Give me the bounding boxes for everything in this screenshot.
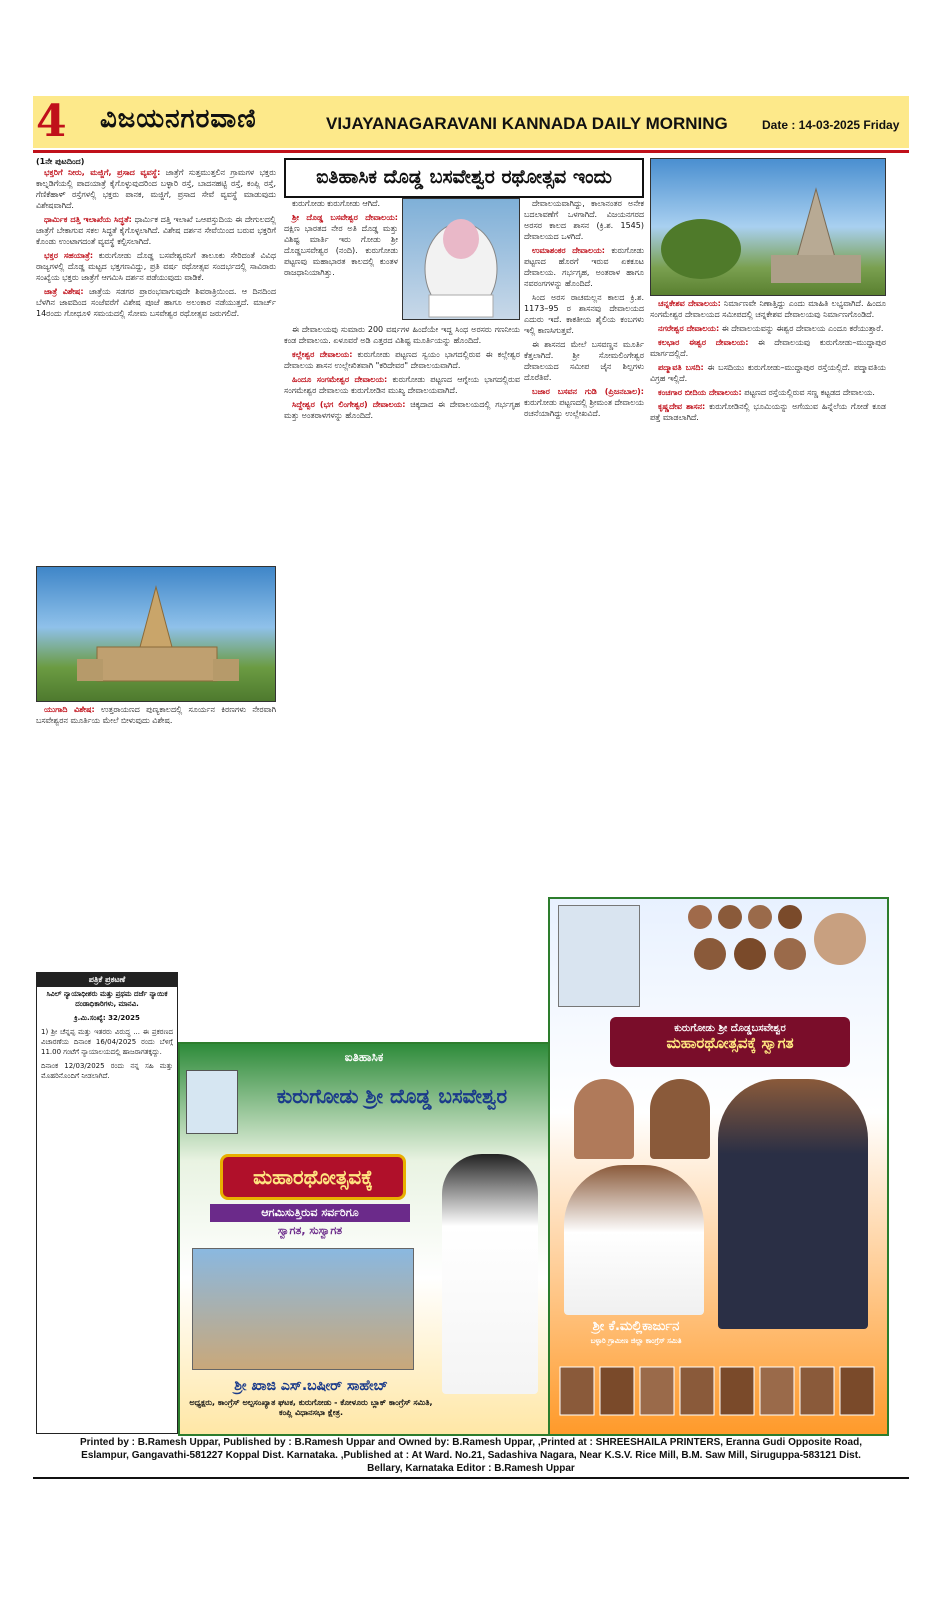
paragraph: ಕುರುಗೋಡು ಪಟ್ಟಣದ ಸ್ವಯಂ ಭಾಗದಲ್ಲಿರುವ ಈ ಕಲ್ಲೇಶ್ವರ ದೇವಾಲಯ ಶಾಸನ ಉಲ್ಲೇಖಿತವಾಗಿ "ಕರಿದೇವರ" ದೇವಾಲಯವಾಗಿದೆ.	[284, 350, 520, 370]
print-line-2: Eslampur, Gangavathi-581227 Koppal Dist. Karnataka. ,Published at : At Ward. No.21, Sadashiva Nagara, Near K.S.V. Rice Mill, B.M. Saw Mill, Siruguppa-583121 Dist.	[81, 1450, 861, 1461]
temple-photo	[36, 566, 276, 702]
subhead-sangameshwara: ಹಿಂದೂ ಸಂಗಮೇಶ್ವರ ದೇವಾಲಯ:	[292, 375, 388, 384]
supporter-photo	[640, 1367, 674, 1415]
subhead-nagareshwara: ನಗರೇಶ್ವರ ದೇವಾಲಯ:	[658, 324, 720, 333]
notice-body: 1) ಶ್ರೀ ಚೆನ್ನಪ್ಪ ಮತ್ತು ಇತರರು ವಿರುದ್ಧ ... ಈ ಪ್ರಕರಣದ ವಿಚಾರಣೆಯ ದಿನಾಂಕ 16/04/2025 ರಂದು ಬೆಳಿಗ್ಗೆ 11.00 ಗಂಟೆಗೆ ನ್ಯಾಯಾಲಯದಲ್ಲಿ ಹಾಜರಾಗತಕ್ಕದ್ದು.	[41, 1028, 173, 1056]
notice-case-number: ಕ್ರಿ.ಮಿ.ಸಂಖ್ಯೆ: 32/2025	[74, 1014, 140, 1022]
paragraph: ಕುರುಗೋಡು ದೊಡ್ಡ ಬಸವೇಶ್ವರನಿಗೆ ತಾಲೂಕು ಸೇರಿದಂತೆ ವಿವಿಧ ರಾಜ್ಯಗಳಲ್ಲಿ ದೊಡ್ಡ ಮಟ್ಟದ ಭಕ್ತಗಣವಿದ್ದು, ಪ್ರತಿ ವರ್ಷ ರಥೋತ್ಸವ ಸಂದರ್ಭದಲ್ಲಿ ಸಾವಿರಾರು ಸಂಖ್ಯೆಯ ಭಕ್ತರು ಜಾತ್ರೆಗೆ ಆಗಮಿಸಿ ದರ್ಶನ ಪಡೆಯುವುದು ವಾಡಿಕೆ.	[36, 251, 276, 282]
ad-tag: ಐತಿಹಾಸಿಕ	[344, 1050, 384, 1064]
leader-photo	[650, 1079, 710, 1159]
print-line-3: Bellary, Karnataka Editor : B.Ramesh Uppar	[367, 1463, 575, 1474]
leader-photo	[814, 913, 866, 965]
ad2-person-name: ಶ್ರೀ ಕೆ.ಮಲ್ಲಿಕಾರ್ಜುನ	[592, 1319, 680, 1334]
ad-sub1: ಆಗಮಿಸುತ್ತಿರುವ ಸರ್ವರಿಗೂ	[210, 1204, 410, 1222]
subhead-basaveshwara-temple: ಶ್ರೀ ದೊಡ್ಡ ಬಸವೇಶ್ವರ ದೇವಾಲಯ:	[292, 213, 398, 222]
ad-person-figure	[442, 1154, 538, 1394]
subhead-kalleshwara: ಕಲ್ಲೇಶ್ವರ ದೇವಾಲಯ:	[292, 350, 353, 359]
subhead-fair-special: ಜಾತ್ರೆ ವಿಶೇಷ:	[44, 287, 84, 296]
leader-photo	[734, 938, 766, 970]
paragraph: ಕುರುಗೋಡು ಕುರುಗೋಡು ಆಗಿದೆ.	[292, 199, 381, 208]
paragraph: ಈ ಶಾಸನದ ಮೇಲೆ ಬಸವಣ್ಣನ ಮೂರ್ತಿ ಕೆತ್ತಲಾಗಿದೆ. ಶ್ರೀ ಸೋಮಲಿಂಗೇಶ್ವರ ದೇವಾಲಯದ ಸಮೀಪ ಜೈನ ಶಿಲ್ಪಗಳು ದೊರೆತಿವೆ.	[524, 340, 644, 382]
nandi-illustration	[403, 199, 519, 319]
ad2-title-line1: ಕುರುಗೋಡು ಶ್ರೀ ದೊಡ್ಡಬಸವೇಶ್ವರ	[674, 1023, 786, 1034]
paragraph: ಕುರುಗೋಡು ಪಟ್ಟಣದಲ್ಲಿ ಶ್ರೀಮಂತ ದೇವಾಲಯ ರಚನೆಯಾಗಿದ್ದು ಉಲ್ಲೇಖವಿದೆ.	[524, 398, 644, 418]
paragraph: ಚಿಕ್ಕದಾದ ಈ ದೇವಾಲಯದಲ್ಲಿ ಗರ್ಭಗೃಹ ಮತ್ತು ಅಂತರಾಳಗಳನ್ನು ಹೊಂದಿದೆ.	[284, 400, 520, 420]
masthead-rule	[33, 150, 909, 153]
continued-label: (1ನೇ ಪುಟದಿಂದ)	[36, 157, 85, 166]
leader-photo	[778, 905, 802, 929]
article-column-4	[650, 298, 886, 892]
masthead-date: Date : 14-03-2025 Friday	[762, 118, 900, 132]
supporter-photo	[720, 1367, 754, 1415]
ad-sub2: ಸ್ವಾಗತ, ಸುಸ್ವಾಗತ	[277, 1224, 343, 1237]
paragraph: ನಿರ್ಮಾಣವೇ ನಿಣಾತ್ತಿದ್ದು ಎಂದು ಮಾಹಿತಿ ಲಭ್ಯವಾಗಿದೆ. ಹಿಂದೂ ಸಂಗಮೇಶ್ವರ ದೇವಾಲಯದ ಸಮೀಪದಲ್ಲಿ ಚನ್ನಕೇಶವ ದೇವಾಲಯವು ನಿರ್ಮಾಣಗೊಂಡಿದೆ.	[650, 299, 886, 319]
nandi-idol-photo	[402, 198, 520, 320]
subhead-kanchagara: ಕಂಚಗಾರ ಬೀದಿಯ ದೇವಾಲಯ:	[658, 388, 742, 397]
paragraph: ಈ ದೇವಾಲಯವು ಸುಮಾರು 200 ವರ್ಷಗಳ ಹಿಂದೆಯೇ ಇದ್ದ ಸಿಂಧ ಅರಸರು ಗಣನೀಯ ಕಂಡ ದೇವಾಲಯ. ಏಳೂವರೆ ಅಡಿ ಎತ್ತರದ ವಿಶಿಷ್ಟ ಮೂರ್ತಿಯನ್ನು ಹೊಂದಿದೆ.	[284, 325, 520, 345]
supporter-photo	[840, 1367, 874, 1415]
paragraph: ಸಿಂದ ಅರಸ ರಾಚಮಲ್ಲನ ಕಾಲದ ಕ್ರಿ.ಶ. 1173–95 ರ ಶಾಸನವು ದೇವಾಲಯದ ಎದುರು ಇದೆ. ಕಾಕತೀಯ ಶೈಲಿಯ ಕಂಬಗಳು ಇಲ್ಲಿ ಕಾಣಸಿಗುತ್ತವೆ.	[524, 293, 644, 335]
leader-photo	[774, 938, 806, 970]
ad2-person-figure-left	[564, 1165, 704, 1315]
subhead-umashankara: ಉಮಾಶಂಕರ ದೇವಾಲಯ:	[532, 246, 605, 255]
page-number: 4	[36, 96, 67, 147]
advertisement-basheer	[178, 1042, 550, 1436]
legal-notice	[36, 972, 178, 1434]
notice-date-line: ದಿನಾಂಕ 12/03/2025 ರಂದು ನನ್ನ ಸಹಿ ಮತ್ತು ಮೊಹರಿನೊಂದಿಗೆ ನೀಡಲಾಗಿದೆ.	[41, 1062, 173, 1080]
paragraph: ಕುರುಗೋಡಿನಲ್ಲಿ ಭೂಮಿಯನ್ನು ಅಗೆಯುವ ಹಿನ್ನೆಲೆಯ ಗೋಡೆ ಕೂಡ ಪತ್ತೆ ಮಾಡಲಾಗಿದೆ.	[650, 402, 886, 422]
ad2-person-figure-main	[718, 1079, 868, 1329]
paragraph: ಜಾತ್ರೆಯ ಸಡಗರ ಪ್ರಾರಂಭವಾಗುವುದೇ ಶಿವರಾತ್ರಿಯಿಂದ. ಆ ದಿನದಿಂದ ಬೆಳಗಿನ ಜಾವದಿಂದ ಸಂಜೆವರೆಗೆ ವಿಶೇಷ ಪೂಜೆ ಹಾಗೂ ಅಲಂಕಾರ ನಡೆಯುತ್ತದೆ. ಮಾರ್ಚ್ 14ರಂದು ಗೋಧೂಳಿ ಸಮಯದಲ್ಲಿ ಸೋಮ ಬಸವೇಶ್ವರ ರಥೋತ್ಸವ ಜರುಗಲಿದೆ.	[36, 287, 276, 318]
paragraph: ಕುರುಗೋಡು ಪಟ್ಟಣದ ಹೊರಗೆ ಇರುವ ಏಕಕೂಟ ದೇವಾಲಯ. ಗರ್ಭಗೃಹ, ಅಂತರಾಳ ಹಾಗೂ ನವರಂಗಗಳನ್ನು ಹೊಂದಿದೆ.	[524, 246, 644, 288]
ad-person-role: ಅಧ್ಯಕ್ಷರು, ಕಾಂಗ್ರೆಸ್ ಅಲ್ಪಸಂಖ್ಯಾತ ಘಟಕ, ಕುರುಗೋಡು - ಕೋಳೂರು ಬ್ಲಾಕ್ ಕಾಂಗ್ರೆಸ್ ಸಮಿತಿ, ಕಂಪ್ಲಿ ವಿಧಾನಸಭಾ ಕ್ಷೇತ್ರ.	[189, 1398, 433, 1417]
paragraph: ಧಾರ್ಮಿಕ ದತ್ತಿ ಇಲಾಖೆ ಒಆಪಸ್ತುದಿಯ ಈ ದೇಗುಲದಲ್ಲಿ ಜಾತ್ರೆಗೆ ಬೇಕಾಗುವ ಸಕಲ ಸಿದ್ಧತೆ ಕೈಗೊಳ್ಳಲಾಗಿದೆ. ವಿಶೇಷ ದರ್ಶನ ಸೇವೆಯಿಂದ ಬರುವ ಭಕ್ತರಿಗೆ ಕೊಂಡು ಉಂಟಾಗದಂತೆ ವ್ಯವಸ್ಥೆ ಕಲ್ಪಿಸಲಾಗಿದೆ.	[36, 215, 276, 246]
article-column-2-top	[284, 198, 398, 322]
ad-nandi-thumbnail	[186, 1070, 238, 1134]
supporter-photo	[680, 1367, 714, 1415]
subhead-siddeshwara: ಸಿದ್ದೇಶ್ವರ (ಭಗ ಲಿಂಗೇಶ್ವರ) ದೇವಾಲಯ:	[292, 400, 406, 409]
ad2-person-role: ಬಳ್ಳಾರಿ ಗ್ರಾಮೀಣ ಜಿಲ್ಲಾ ಕಾಂಗ್ರೆಸ್ ಸಮಿತಿ	[590, 1337, 682, 1345]
paragraph: ಪಟ್ಟಣದ ರಸ್ತೆಯಲ್ಲಿರುವ ಸಣ್ಣ ಕಟ್ಟಡದ ದೇವಾಲಯ.	[744, 388, 875, 397]
subhead-refreshments: ಭಕ್ತರಿಗೆ ನೀರು, ಮಜ್ಜಿಗೆ, ಪ್ರಸಾದ ವ್ಯವಸ್ಥೆ:	[44, 168, 161, 177]
article-column-1	[36, 156, 276, 562]
temple-tower-illustration	[651, 159, 885, 295]
footer-rule	[33, 1477, 909, 1479]
supporter-photo	[600, 1367, 634, 1415]
leader-photo	[694, 938, 726, 970]
supporter-photo	[760, 1367, 794, 1415]
subhead-ugadi: ಯುಗಾದಿ ವಿಶೇಷ:	[44, 705, 95, 714]
masthead-title-kannada: ವಿಜಯನಗರವಾಣಿ	[100, 104, 257, 134]
notice-header: ಪತ್ರಿಕೆ ಪ್ರಕಟಣೆ	[37, 973, 177, 987]
leader-photo	[688, 905, 712, 929]
subhead-channakeshava: ಚನ್ನಕೇಶವ ದೇವಾಲಯ:	[658, 299, 721, 308]
ad2-supporter-row	[550, 1361, 887, 1431]
temple-tower-photo	[650, 158, 886, 296]
ad-person-name: ಶ್ರೀ ಖಾಜಿ ಎಸ್.ಬಷೀರ್ ಸಾಹೇಬ್	[234, 1378, 388, 1394]
subhead-kalabhara: ಕಲಭಾರ ಈಶ್ವರ ದೇವಾಲಯ:	[658, 338, 749, 347]
advertisement-mallikarjuna	[548, 897, 889, 1436]
ad2-title-box	[610, 1017, 850, 1067]
paragraph: ಉತ್ತರಾಯಣದ ಪುಣ್ಯಕಾಲದಲ್ಲಿ ಸೂರ್ಯನ ಕಿರಣಗಳು ನೇರವಾಗಿ ಬಸವೇಶ್ವರನ ಮೂರ್ತಿಯ ಮೇಲೆ ಬೀಳುವುದು ವಿಶೇಷ.	[36, 705, 276, 725]
subhead-religious-dept: ಧಾರ್ಮಿಕ ದತ್ತಿ ಇಲಾಖೆಯ ಸಿದ್ಧತೆ:	[44, 215, 132, 224]
ad2-title-line2: ಮಹಾರಥೋತ್ಸವಕ್ಕೆ ಸ್ವಾಗತ	[666, 1034, 794, 1052]
print-line-1: Printed by : B.Ramesh Uppar, Published by : B.Ramesh Uppar and Owned by: B.Ramesh Uppar, ,Printed at : SHREESHAILA PRINTERS, Eranna Gudi Opposite Road,	[80, 1437, 862, 1448]
print-line	[33, 1436, 909, 1475]
leader-photo	[718, 905, 742, 929]
paragraph: ಕುರುಗೋಡು ಪಟ್ಟಣದ ಆಗ್ನೇಯ ಭಾಗದಲ್ಲಿರುವ ಸಂಗಮೇಶ್ವರ ದೇವಾಲಯ ಕುರುಗೋಡಿನ ಮುಖ್ಯ ದೇವಾಲಯವಾಗಿದೆ.	[284, 375, 520, 395]
ad2-nandi-photo	[558, 905, 640, 1007]
leader-photo	[748, 905, 772, 929]
subhead-devotees: ಭಕ್ತರ ಸಹಯಾತ್ರೆ:	[44, 251, 94, 260]
supporter-photo	[560, 1367, 594, 1415]
leader-photo	[574, 1079, 634, 1159]
notice-court: ಸಿವಿಲ್ ನ್ಯಾಯಾಧೀಶರು ಮತ್ತು ಪ್ರಥಮ ದರ್ಜೆ ನ್ಯಾಯಿಕ ದಂಡಾಧಿಕಾರಿಗಳು, ಮಾನವಿ.	[46, 990, 168, 1008]
subhead-krishnadeva: ಕೃಷ್ಣದೇವ ಶಾಸನ:	[658, 402, 706, 411]
paragraph: ಈ ದೇವಾಲಯವನ್ನು ಈಶ್ವರ ದೇವಾಲಯ ಎಂದೂ ಕರೆಯುತ್ತಾರೆ.	[721, 324, 884, 333]
ad-banner: ಮಹಾರಥೋತ್ಸವಕ್ಕೆ	[220, 1154, 406, 1200]
subhead-padmavati: ಪದ್ಮಾವತಿ ಬಸದಿ:	[658, 363, 704, 372]
masthead-title-english: VIJAYANAGARAVANI KANNADA DAILY MORNING	[326, 114, 728, 133]
paragraph: ಈ ಬಸದಿಯು ಕುರುಗೋಡು–ಮುದ್ದಾಪುರ ರಸ್ತೆಯಲ್ಲಿದೆ. ಪದ್ಮಾವತಿಯ ವಿಗ್ರಹ ಇಲ್ಲಿದೆ.	[650, 363, 886, 383]
paragraph: ಜಾತ್ರೆಗೆ ಸುತ್ತಮುತ್ತಲಿನ ಗ್ರಾಮಗಳ ಭಕ್ತರು ಕಾಲ್ನಡಿಗೆಯಲ್ಲಿ ಪಾದಯಾತ್ರೆ ಕೈಗೊಳ್ಳುವುದರಿಂದ ಬಳ್ಳಾರಿ ರಸ್ತೆ, ಬಾದನಹಟ್ಟಿ ರಸ್ತೆ, ಕಂಪ್ಲಿ ರಸ್ತೆ, ಗೆಣಿಕೆಹಾಳ್ ರಸ್ತೆಗಳಲ್ಲಿ ಭಕ್ತರು ಪಾನಕ, ಮಜ್ಜಿಗೆ, ಪ್ರಸಾದ ಸೇವೆ ವ್ಯವಸ್ಥೆ ಮಾಡುವುದು ವಿಶೇಷವಾಗಿದೆ.	[36, 168, 276, 210]
supporter-photo	[800, 1367, 834, 1415]
article-headline: ಐತಿಹಾಸಿಕ ದೊಡ್ಡ ಬಸವೇಶ್ವರ ರಥೋತ್ಸವ ಇಂದು	[284, 158, 644, 198]
article-column-1-cont	[36, 704, 276, 966]
ad-title: ಕುರುಗೋಡು ಶ್ರೀ ದೊಡ್ಡ ಬಸವೇಶ್ವರ	[276, 1084, 508, 1108]
ad-crowd-photo	[192, 1248, 414, 1370]
article-column-2	[284, 324, 520, 1036]
paragraph: ದೇವಾಲಯವಾಗಿದ್ದು, ಕಾಲಾನಂತರ ಅನೇಕ ಬದಲಾವಣೆಗೆ ಒಳಗಾಗಿದೆ. ವಿಜಯನಗರದ ಅರಸರ ಕಾಲದ ಶಾಸನ (ಕ್ರಿ.ಶ. 1545) ದೇವಾಲಯದ ಒಳಗಿದೆ.	[524, 199, 644, 241]
paragraph: ದಕ್ಷಿಣ ಭಾರತದ ನೇರ ಅತಿ ದೊಡ್ಡ ಮತ್ತು ವಿಶಿಷ್ಟ ಮಾರ್ತಿ ಇರು ಗೋಡು ಶ್ರೀ ದೊಡ್ಡಬಸವೇಶ್ವರ (ನಂದಿ). ಕುರುಗೋಡು ಪಟ್ಟಣವು ಮಹಾಭಾರತ ಕಾಲದಲ್ಲಿ ಕುಂತಳ ರಾಜಧಾನಿಯಾಗಿತ್ತು.	[284, 224, 398, 277]
temple-illustration	[37, 567, 275, 701]
paragraph: ಈ ದೇವಾಲಯವು ಕುರುಗೋಡು–ಮುದ್ದಾಪುರ ಮಾರ್ಗದಲ್ಲಿದೆ.	[650, 338, 886, 358]
subhead-bazaar-basava: ಬಜಾರ ಬಸವನ ಗುಡಿ (ಪ್ರಿಜನಬಾಲ):	[532, 387, 644, 396]
